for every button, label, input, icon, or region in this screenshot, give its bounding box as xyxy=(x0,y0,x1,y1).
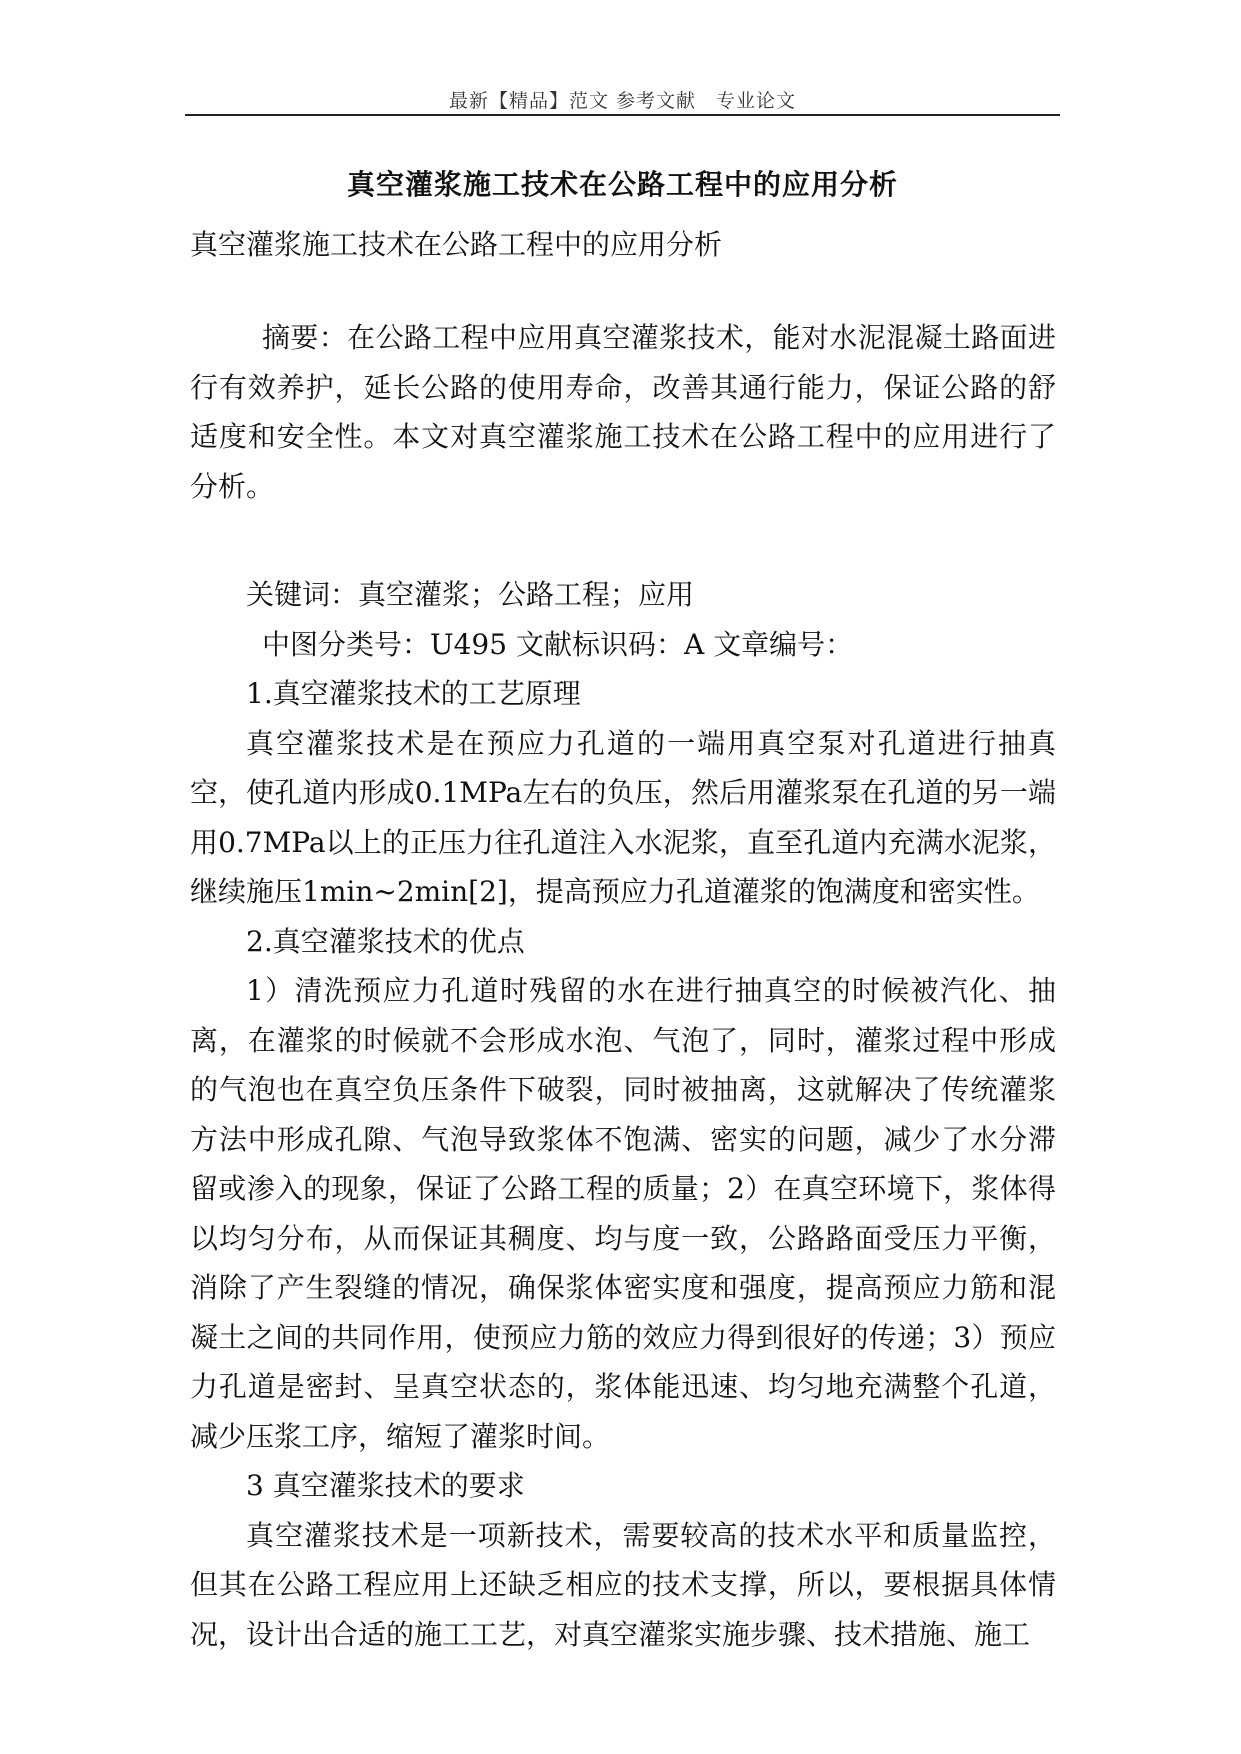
paragraph-gap xyxy=(190,511,1056,570)
document-title: 真空灌浆施工技术在公路工程中的应用分析 xyxy=(346,168,898,201)
section-1-heading: 1.真空灌浆技术的工艺原理 xyxy=(246,677,581,710)
abstract-paragraph: 摘要：在公路工程中应用真空灌浆技术，能对水泥混凝土路面进行有效养护，延长公路的使用寿命，改善其通行能力，保证公路的舒适度和安全性。本文对真空灌浆施工技术在公路工程中的应用进行了分析。 xyxy=(190,321,1056,503)
section-2-heading: 2.真空灌浆技术的优点 xyxy=(246,924,525,958)
keywords-line: 关键词：真空灌浆；公路工程；应用 xyxy=(246,578,695,611)
header-divider xyxy=(185,114,1060,116)
section-1-paragraph: 真空灌浆技术是在预应力孔道的一端用真空泵对孔道进行抽真空，使孔道内形成0.1MPa左右的负压，然后用灌浆泵在孔道的另一端用0.7MPa以上的正压力往孔道注入水泥浆，直至孔道内充满水泥浆，继续施压1min~2min[2]，提高预应力孔道灌浆的饱满度和密实性。 xyxy=(190,726,1056,908)
section-2-paragraph: 1）清洗预应力孔道时残留的水在进行抽真空的时候被汽化、抽离，在灌浆的时候就不会形成水泡、气泡了，同时，灌浆过程中形成的气泡也在真空负压条件下破裂，同时被抽离，这就解决了传统灌浆方法中形成孔隙、气泡导致浆体不饱满、密实的问题，减少了水分滞留或渗入的现象，保证了公路工程的质量；2）在真空环境下，浆体得以均匀分布，从而保证其稠度、均与度一致，公路路面受压力平衡，消除了产生裂缝的情况，确保浆体密实度和强度，提高预应力筋和混凝土之间的共同作用，使预应力筋的效应力得到很好的传递；3）预应力孔道是密封、呈真空状态的，浆体能迅速、均匀地充满整个孔道，减少压浆工序，缩短了灌浆时间。 xyxy=(190,974,1056,1453)
page-header: 最新【精品】范文 参考文献 专业论文 xyxy=(448,90,797,112)
section-3-paragraph: 真空灌浆技术是一项新技术，需要较高的技术水平和质量监控，但其在公路工程应用上还缺乏相应的技术支撑，所以，要根据具体情况，设计出合适的施工工艺，对真空灌浆实施步骤、技术措施、施工 xyxy=(190,1518,1056,1651)
document-subtitle: 真空灌浆施工技术在公路工程中的应用分析 xyxy=(190,228,723,261)
document-body xyxy=(190,313,1056,1659)
section-3-heading: 3 真空灌浆技术的要求 xyxy=(246,1469,525,1502)
classification-line: 中图分类号：U495 文献标识码：A 文章编号： xyxy=(262,627,854,661)
